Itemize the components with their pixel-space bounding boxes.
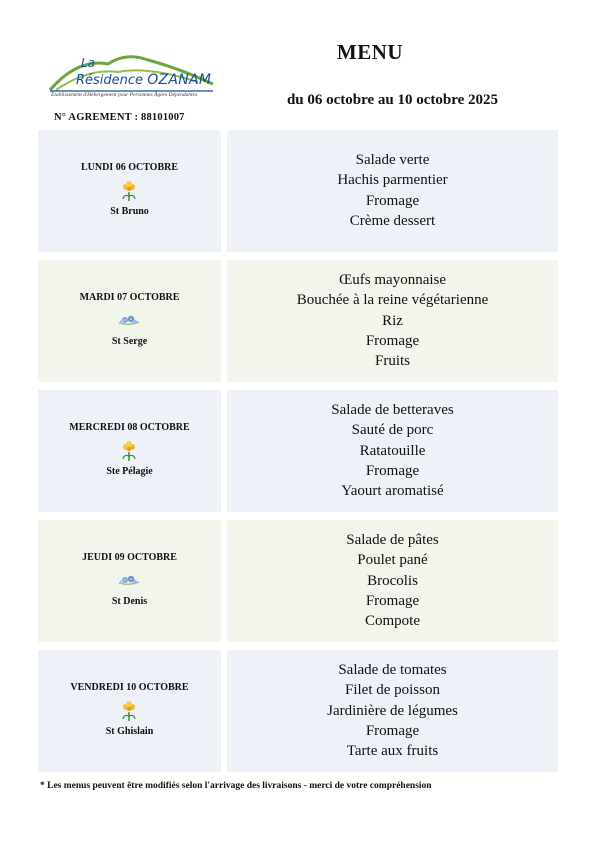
menu-item: Riz	[382, 312, 403, 329]
menu-item: Filet de poisson	[344, 682, 440, 699]
menu-cell	[227, 650, 558, 772]
menu-items	[227, 150, 558, 231]
menu-cell	[227, 130, 558, 252]
day-cell	[38, 520, 221, 642]
day-name: JEUDI 09 OCTOBRE	[82, 552, 177, 563]
blue-flowers-icon	[114, 310, 144, 332]
day-cell	[38, 390, 221, 512]
menu-item: Yaourt aromatisé	[341, 483, 444, 500]
menu-item: Fromage	[365, 722, 420, 739]
menu-item: Fromage	[365, 462, 420, 479]
menu-items	[227, 660, 558, 761]
menu-item: Ratatouille	[359, 442, 426, 459]
saint-name: St Ghislain	[105, 726, 154, 737]
flower-bouquet-icon	[118, 440, 140, 462]
menu-period: du 06 octobre au 10 octobre 2025	[286, 92, 499, 108]
logo-line-2	[76, 72, 211, 88]
menu-cell	[227, 260, 558, 382]
day-row-tuesday	[38, 260, 558, 382]
residence-logo	[48, 50, 216, 106]
menu-cell	[227, 520, 558, 642]
saint-name: St Bruno	[110, 206, 149, 217]
day-row-thursday	[38, 520, 558, 642]
blue-flowers-icon	[114, 570, 144, 592]
day-name: MERCREDI 08 OCTOBRE	[69, 422, 190, 433]
footer-note: * Les menus peuvent être modifiés selon l'arrivage des livraisons - merci de votre compréhension	[40, 781, 432, 791]
menu-item: Sauté de porc	[351, 422, 434, 439]
day-cell	[38, 130, 221, 252]
menu-item: Jardinière de légumes	[327, 702, 458, 719]
day-name: MARDI 07 OCTOBRE	[79, 292, 180, 303]
logo-line-1: La	[81, 56, 96, 70]
day-row-wednesday	[38, 390, 558, 512]
day-name: LUNDI 06 OCTOBRE	[80, 162, 179, 173]
menu-item: Crème dessert	[349, 212, 436, 229]
day-cell	[38, 650, 221, 772]
menu-item: Salade verte	[355, 152, 430, 168]
day-row-monday	[38, 130, 558, 252]
menu-item: Salade de betteraves	[331, 402, 454, 418]
menu-item: Fromage	[365, 592, 420, 609]
menu-item: Bouchée à la reine végétarienne	[296, 292, 489, 309]
saint-name: Ste Pélagie	[106, 466, 153, 477]
day-cell	[38, 260, 221, 382]
logo-prefix: Résidence	[76, 73, 148, 88]
menu-item: Poulet pané	[357, 552, 428, 569]
logo-tagline: Établissement d'Hébergement pour Personnes Âgées Dépendantes	[51, 92, 198, 98]
page-title: MENU	[336, 40, 404, 64]
menu-item: Œufs mayonnaise	[338, 272, 447, 288]
flower-bouquet-icon	[118, 180, 140, 202]
menu-item: Hachis parmentier	[337, 172, 448, 189]
menu-item: Fromage	[365, 332, 420, 349]
agrement-number: N° AGREMENT : 88101007	[54, 112, 185, 123]
menu-item: Tarte aux fruits	[346, 743, 439, 760]
day-row-friday	[38, 650, 558, 772]
menu-cell	[227, 390, 558, 512]
saint-name: St Serge	[111, 336, 148, 347]
logo-name: OZANAM	[147, 72, 212, 88]
menu-item: Salade de tomates	[338, 662, 447, 678]
menu-item: Fromage	[365, 192, 420, 209]
menu-item: Fruits	[374, 353, 410, 370]
day-name: VENDREDI 10 OCTOBRE	[70, 682, 189, 693]
flower-bouquet-icon	[118, 700, 140, 722]
saint-name: St Denis	[111, 596, 148, 607]
menu-item: Salade de pâtes	[346, 532, 439, 548]
menu-items	[227, 530, 558, 631]
menu-items	[227, 270, 558, 371]
menu-items	[227, 400, 558, 501]
menu-item: Compote	[365, 613, 420, 630]
menu-item: Brocolis	[367, 572, 418, 589]
